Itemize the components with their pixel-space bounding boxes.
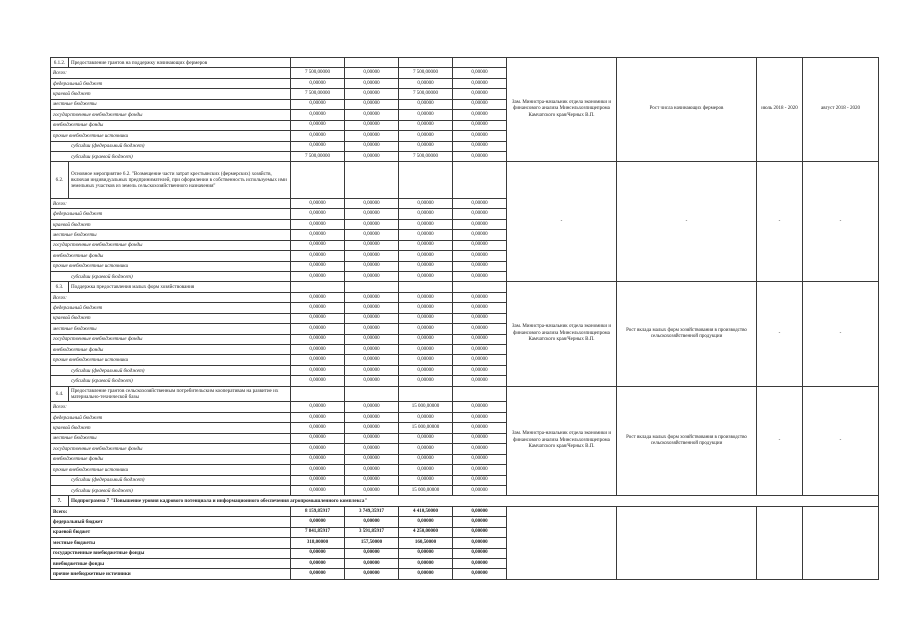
section-start: - bbox=[757, 162, 803, 282]
value-cell: 0,00000 bbox=[291, 517, 345, 527]
value-cell: 0,00000 bbox=[345, 78, 399, 88]
value-cell: 0,00000 bbox=[291, 131, 345, 141]
value-cell: 15 000,00000 bbox=[399, 485, 453, 495]
value-cell: 0,00000 bbox=[345, 303, 399, 313]
value-cell: 0,00000 bbox=[291, 324, 345, 334]
value-cell: 0,00000 bbox=[399, 365, 453, 375]
section-title: Подпрограмма 7 "Повышение уровня кадрового потенциала и информационного обеспечения агропромышленного комплекса" bbox=[69, 496, 879, 506]
value-cell: 0,00000 bbox=[345, 324, 399, 334]
section-end: - bbox=[803, 282, 879, 386]
value-cell: 0,00000 bbox=[453, 131, 507, 141]
value-cell: 0,00000 bbox=[345, 292, 399, 302]
value-cell: 0,00000 bbox=[399, 548, 453, 558]
value-cell: 0,00000 bbox=[345, 412, 399, 422]
value-cell: 0,00000 bbox=[453, 506, 507, 516]
section-result bbox=[617, 506, 757, 579]
value-cell: 0,00000 bbox=[399, 251, 453, 261]
row-label: субсидии (федеральный бюджет) bbox=[51, 475, 291, 485]
value-cell: 0,00000 bbox=[345, 454, 399, 464]
row-label: краевой бюджет bbox=[51, 423, 291, 433]
row-label: субсидии (федеральный бюджет) bbox=[51, 141, 291, 151]
value-cell: 0,00000 bbox=[345, 110, 399, 120]
row-label: субсидии (краевой бюджет) bbox=[51, 485, 291, 495]
section-responsible: - bbox=[507, 162, 617, 282]
row-label: федеральный бюджет bbox=[51, 517, 291, 527]
section-end: - bbox=[803, 386, 879, 496]
value-cell: 0,00000 bbox=[345, 219, 399, 229]
value-cell: 0,00000 bbox=[453, 292, 507, 302]
empty-cell bbox=[399, 282, 453, 292]
section-responsible bbox=[507, 506, 617, 579]
row-label: прочие внебюджетные источники bbox=[51, 569, 291, 580]
value-cell: 0,00000 bbox=[345, 151, 399, 161]
value-cell: 0,00000 bbox=[291, 465, 345, 475]
section-header-row bbox=[51, 282, 879, 292]
value-cell: 3 591,85917 bbox=[345, 527, 399, 537]
value-cell: 0,00000 bbox=[291, 313, 345, 323]
value-cell: 0,00000 bbox=[399, 141, 453, 151]
value-cell: 0,00000 bbox=[291, 559, 345, 569]
value-cell: 0,00000 bbox=[453, 78, 507, 88]
empty-cell bbox=[453, 386, 507, 402]
empty-cell bbox=[291, 58, 345, 68]
row-label: государственные внебюджетные фонды bbox=[51, 334, 291, 344]
section-responsible: Зам. Министра-начальник отдела экономики и финансового анализа Минсельхозпищепрома Камчатского края/Черных В.П. bbox=[507, 58, 617, 162]
empty-cell bbox=[345, 162, 399, 199]
value-cell: 0,00000 bbox=[453, 569, 507, 580]
value-cell: 0,00000 bbox=[291, 423, 345, 433]
value-cell: 0,00000 bbox=[345, 345, 399, 355]
section-start: июль 2018 - 2020 bbox=[757, 58, 803, 162]
section-code: 6.4. bbox=[51, 386, 69, 402]
value-cell: 0,00000 bbox=[399, 198, 453, 208]
value-cell: 0,00000 bbox=[453, 313, 507, 323]
row-label: Всего: bbox=[51, 292, 291, 302]
value-cell: 0,00000 bbox=[291, 78, 345, 88]
section-header-row bbox=[51, 386, 879, 402]
value-cell: 3 749,35917 bbox=[345, 506, 399, 516]
value-cell: 0,00000 bbox=[453, 485, 507, 495]
value-cell: 0,00000 bbox=[291, 569, 345, 580]
value-cell: 0,00000 bbox=[291, 292, 345, 302]
section-result: Рост вклада малых форм хозяйствования в производство сельскохозяйственной продукции bbox=[617, 282, 757, 386]
value-cell: 0,00000 bbox=[399, 292, 453, 302]
value-cell: 0,00000 bbox=[453, 110, 507, 120]
value-cell: 0,00000 bbox=[291, 271, 345, 281]
section-code: 6.2. bbox=[51, 162, 69, 199]
value-cell: 0,00000 bbox=[291, 198, 345, 208]
value-cell: 0,00000 bbox=[291, 99, 345, 109]
value-cell: 0,00000 bbox=[345, 99, 399, 109]
empty-cell bbox=[399, 162, 453, 199]
value-cell: 0,00000 bbox=[345, 475, 399, 485]
value-cell: 0,00000 bbox=[453, 465, 507, 475]
value-cell: 0,00000 bbox=[345, 376, 399, 386]
row-label: краевой бюджет bbox=[51, 219, 291, 229]
value-cell: 0,00000 bbox=[399, 517, 453, 527]
row-label: Всего: bbox=[51, 402, 291, 412]
value-cell: 4 250,00000 bbox=[399, 527, 453, 537]
value-cell: 0,00000 bbox=[345, 444, 399, 454]
row-label: краевой бюджет bbox=[51, 89, 291, 99]
value-cell: 0,00000 bbox=[291, 334, 345, 344]
value-cell: 0,00000 bbox=[453, 219, 507, 229]
value-cell: 7 500,00000 bbox=[399, 151, 453, 161]
value-cell: 0,00000 bbox=[399, 433, 453, 443]
row-label: федеральный бюджет bbox=[51, 412, 291, 422]
empty-cell bbox=[345, 58, 399, 68]
value-cell: 0,00000 bbox=[345, 209, 399, 219]
value-cell: 0,00000 bbox=[453, 198, 507, 208]
row-label: местные бюджеты bbox=[51, 433, 291, 443]
value-cell: 0,00000 bbox=[399, 230, 453, 240]
value-cell: 0,00000 bbox=[345, 271, 399, 281]
value-cell: 0,00000 bbox=[453, 271, 507, 281]
value-cell: 0,00000 bbox=[291, 412, 345, 422]
value-cell: 0,00000 bbox=[291, 433, 345, 443]
value-cell: 0,00000 bbox=[291, 345, 345, 355]
empty-cell bbox=[399, 386, 453, 402]
section-responsible: Зам. Министра-начальник отдела экономики и финансового анализа Минсельхозпищепрома Камчатского края/Черных В.П. bbox=[507, 386, 617, 496]
row-label: местные бюджеты bbox=[51, 324, 291, 334]
value-cell: 0,00000 bbox=[399, 303, 453, 313]
section-code: 7. bbox=[51, 496, 69, 506]
row-label: внебюджетные фонды bbox=[51, 345, 291, 355]
section-start: - bbox=[757, 282, 803, 386]
value-cell: 0,00000 bbox=[345, 423, 399, 433]
value-cell: 0,00000 bbox=[345, 517, 399, 527]
value-cell: 0,00000 bbox=[453, 548, 507, 558]
value-cell: 0,00000 bbox=[345, 365, 399, 375]
section-end: август 2018 - 2020 bbox=[803, 58, 879, 162]
value-cell: 0,00000 bbox=[291, 548, 345, 558]
value-cell: 7 841,85917 bbox=[291, 527, 345, 537]
value-cell: 0,00000 bbox=[399, 209, 453, 219]
value-cell: 7 500,00000 bbox=[291, 151, 345, 161]
value-cell: 0,00000 bbox=[453, 433, 507, 443]
value-cell: 0,00000 bbox=[291, 454, 345, 464]
value-cell: 0,00000 bbox=[399, 559, 453, 569]
value-cell: 0,00000 bbox=[345, 485, 399, 495]
empty-cell bbox=[291, 282, 345, 292]
section-end: - bbox=[803, 162, 879, 282]
value-cell: 0,00000 bbox=[453, 345, 507, 355]
value-cell: 0,00000 bbox=[345, 120, 399, 130]
value-cell: 0,00000 bbox=[399, 313, 453, 323]
row-label: прочие внебюджетные источники bbox=[51, 261, 291, 271]
value-cell: 0,00000 bbox=[291, 240, 345, 250]
table-row bbox=[51, 506, 879, 516]
value-cell: 157,50000 bbox=[345, 538, 399, 548]
value-cell: 0,00000 bbox=[399, 334, 453, 344]
row-label: внебюджетные фонды bbox=[51, 251, 291, 261]
row-label: краевой бюджет bbox=[51, 527, 291, 537]
section-start bbox=[757, 506, 803, 579]
value-cell: 0,00000 bbox=[453, 240, 507, 250]
value-cell: 0,00000 bbox=[399, 271, 453, 281]
value-cell: 0,00000 bbox=[291, 376, 345, 386]
value-cell: 0,00000 bbox=[291, 251, 345, 261]
value-cell: 0,00000 bbox=[345, 131, 399, 141]
value-cell: 7 500,00000 bbox=[399, 68, 453, 78]
value-cell: 0,00000 bbox=[291, 303, 345, 313]
value-cell: 0,00000 bbox=[291, 230, 345, 240]
value-cell: 0,00000 bbox=[399, 345, 453, 355]
value-cell: 0,00000 bbox=[291, 475, 345, 485]
value-cell: 0,00000 bbox=[345, 89, 399, 99]
row-label: прочие внебюджетные источники bbox=[51, 131, 291, 141]
value-cell: 0,00000 bbox=[453, 517, 507, 527]
empty-cell bbox=[291, 162, 345, 199]
value-cell: 0,00000 bbox=[291, 402, 345, 412]
value-cell: 0,00000 bbox=[345, 68, 399, 78]
empty-cell bbox=[291, 386, 345, 402]
section-end bbox=[803, 506, 879, 579]
section-result: Рост вклада малых форм хозяйствования в производство сельскохозяйственной продукции bbox=[617, 386, 757, 496]
section-header-row bbox=[51, 162, 879, 199]
empty-cell bbox=[453, 58, 507, 68]
value-cell: 0,00000 bbox=[291, 355, 345, 365]
value-cell: 0,00000 bbox=[291, 209, 345, 219]
value-cell: 0,00000 bbox=[345, 569, 399, 580]
row-label: федеральный бюджет bbox=[51, 209, 291, 219]
section-header-row bbox=[51, 496, 879, 506]
value-cell: 0,00000 bbox=[453, 324, 507, 334]
value-cell: 0,00000 bbox=[291, 444, 345, 454]
value-cell: 0,00000 bbox=[345, 433, 399, 443]
budget-table-body bbox=[51, 58, 879, 580]
value-cell: 0,00000 bbox=[453, 454, 507, 464]
value-cell: 0,00000 bbox=[453, 68, 507, 78]
value-cell: 0,00000 bbox=[453, 141, 507, 151]
section-result: - bbox=[617, 162, 757, 282]
row-label: государственные внебюджетные фонды bbox=[51, 444, 291, 454]
value-cell: 0,00000 bbox=[345, 240, 399, 250]
section-start: - bbox=[757, 386, 803, 496]
value-cell: 4 410,50000 bbox=[399, 506, 453, 516]
empty-cell bbox=[345, 386, 399, 402]
row-label: внебюджетные фонды bbox=[51, 454, 291, 464]
value-cell: 0,00000 bbox=[453, 423, 507, 433]
section-title: Основное мероприятие 6.2. "Возмещение части затрат крестьянских (фермерских) хозяйств, включая индивидуальных предпринимателей, при оформлении в собственность используемых ими земельных участков из земель сельскохозяйственного назначения" bbox=[69, 162, 291, 199]
row-label: прочие внебюджетные источники bbox=[51, 355, 291, 365]
value-cell: 0,00000 bbox=[345, 198, 399, 208]
row-label: Всего: bbox=[51, 198, 291, 208]
value-cell: 0,00000 bbox=[399, 219, 453, 229]
value-cell: 0,00000 bbox=[399, 376, 453, 386]
value-cell: 0,00000 bbox=[291, 485, 345, 495]
value-cell: 0,00000 bbox=[453, 402, 507, 412]
section-code: 6.1.2. bbox=[51, 58, 69, 68]
row-label: субсидии (федеральный бюджет) bbox=[51, 365, 291, 375]
value-cell: 0,00000 bbox=[399, 99, 453, 109]
section-code: 6.3. bbox=[51, 282, 69, 292]
value-cell: 0,00000 bbox=[453, 261, 507, 271]
value-cell: 0,00000 bbox=[399, 454, 453, 464]
value-cell: 0,00000 bbox=[291, 110, 345, 120]
value-cell: 0,00000 bbox=[291, 219, 345, 229]
value-cell: 0,00000 bbox=[399, 240, 453, 250]
value-cell: 0,00000 bbox=[291, 120, 345, 130]
value-cell: 0,00000 bbox=[345, 261, 399, 271]
row-label: субсидии (краевой бюджет) bbox=[51, 376, 291, 386]
value-cell: 0,00000 bbox=[291, 261, 345, 271]
value-cell: 0,00000 bbox=[453, 355, 507, 365]
row-label: государственные внебюджетные фонды bbox=[51, 110, 291, 120]
section-title: Поддержка предоставления малых форм хозяйствования bbox=[69, 282, 291, 292]
value-cell: 7 500,00000 bbox=[291, 89, 345, 99]
row-label: государственные внебюджетные фонды bbox=[51, 548, 291, 558]
value-cell: 0,00000 bbox=[399, 120, 453, 130]
value-cell: 0,00000 bbox=[345, 465, 399, 475]
section-title: Предоставление грантов сельскохозяйственным потребительским кооперативам на развитие их материально-технической базы bbox=[69, 386, 291, 402]
row-label: федеральный бюджет bbox=[51, 78, 291, 88]
section-header-row bbox=[51, 58, 879, 68]
budget-table bbox=[50, 57, 879, 580]
value-cell: 0,00000 bbox=[345, 559, 399, 569]
value-cell: 8 159,85917 bbox=[291, 506, 345, 516]
value-cell: 0,00000 bbox=[453, 151, 507, 161]
row-label: прочие внебюджетные источники bbox=[51, 465, 291, 475]
section-title: Предоставление грантов на поддержку начинающих фермеров bbox=[69, 58, 291, 68]
value-cell: 0,00000 bbox=[399, 324, 453, 334]
value-cell: 0,00000 bbox=[345, 355, 399, 365]
value-cell: 0,00000 bbox=[453, 527, 507, 537]
value-cell: 0,00000 bbox=[399, 444, 453, 454]
row-label: внебюджетные фонды bbox=[51, 559, 291, 569]
empty-cell bbox=[453, 162, 507, 199]
value-cell: 0,00000 bbox=[345, 334, 399, 344]
row-label: Всего: bbox=[51, 506, 291, 516]
value-cell: 0,00000 bbox=[345, 230, 399, 240]
value-cell: 0,00000 bbox=[345, 251, 399, 261]
section-responsible: Зам. Министра-начальник отдела экономики и финансового анализа Минсельхозпищепрома Камчатского края/Черных В.П. bbox=[507, 282, 617, 386]
value-cell: 0,00000 bbox=[399, 78, 453, 88]
value-cell: 0,00000 bbox=[453, 251, 507, 261]
value-cell: 0,00000 bbox=[453, 89, 507, 99]
value-cell: 0,00000 bbox=[345, 313, 399, 323]
value-cell: 0,00000 bbox=[453, 230, 507, 240]
value-cell: 0,00000 bbox=[453, 376, 507, 386]
row-label: Всего: bbox=[51, 68, 291, 78]
value-cell: 15 000,00000 bbox=[399, 402, 453, 412]
value-cell: 0,00000 bbox=[399, 465, 453, 475]
value-cell: 0,00000 bbox=[399, 412, 453, 422]
value-cell: 0,00000 bbox=[453, 444, 507, 454]
row-label: государственные внебюджетные фонды bbox=[51, 240, 291, 250]
value-cell: 0,00000 bbox=[453, 99, 507, 109]
value-cell: 0,00000 bbox=[453, 303, 507, 313]
value-cell: 0,00000 bbox=[399, 355, 453, 365]
value-cell: 0,00000 bbox=[345, 548, 399, 558]
row-label: субсидии (краевой бюджет) bbox=[51, 271, 291, 281]
value-cell: 0,00000 bbox=[453, 334, 507, 344]
value-cell: 0,00000 bbox=[399, 569, 453, 580]
empty-cell bbox=[345, 282, 399, 292]
row-label: местные бюджеты bbox=[51, 99, 291, 109]
value-cell: 318,00000 bbox=[291, 538, 345, 548]
value-cell: 0,00000 bbox=[399, 131, 453, 141]
value-cell: 7 500,00000 bbox=[399, 89, 453, 99]
row-label: местные бюджеты bbox=[51, 230, 291, 240]
value-cell: 15 000,00000 bbox=[399, 423, 453, 433]
value-cell: 160,50000 bbox=[399, 538, 453, 548]
row-label: субсидии (краевой бюджет) bbox=[51, 151, 291, 161]
value-cell: 0,00000 bbox=[453, 365, 507, 375]
value-cell: 0,00000 bbox=[291, 365, 345, 375]
value-cell: 0,00000 bbox=[453, 538, 507, 548]
value-cell: 0,00000 bbox=[345, 141, 399, 151]
empty-cell bbox=[399, 58, 453, 68]
value-cell: 0,00000 bbox=[453, 559, 507, 569]
value-cell: 0,00000 bbox=[399, 475, 453, 485]
value-cell: 0,00000 bbox=[345, 402, 399, 412]
empty-cell bbox=[453, 282, 507, 292]
row-label: федеральный бюджет bbox=[51, 303, 291, 313]
row-label: внебюджетные фонды bbox=[51, 120, 291, 130]
value-cell: 0,00000 bbox=[453, 475, 507, 485]
value-cell: 0,00000 bbox=[399, 261, 453, 271]
value-cell: 0,00000 bbox=[453, 412, 507, 422]
value-cell: 0,00000 bbox=[453, 120, 507, 130]
value-cell: 0,00000 bbox=[453, 209, 507, 219]
section-result: Рост числа начинающих фермеров bbox=[617, 58, 757, 162]
value-cell: 7 500,00000 bbox=[291, 68, 345, 78]
row-label: местные бюджеты bbox=[51, 538, 291, 548]
row-label: краевой бюджет bbox=[51, 313, 291, 323]
value-cell: 0,00000 bbox=[291, 141, 345, 151]
value-cell: 0,00000 bbox=[399, 110, 453, 120]
